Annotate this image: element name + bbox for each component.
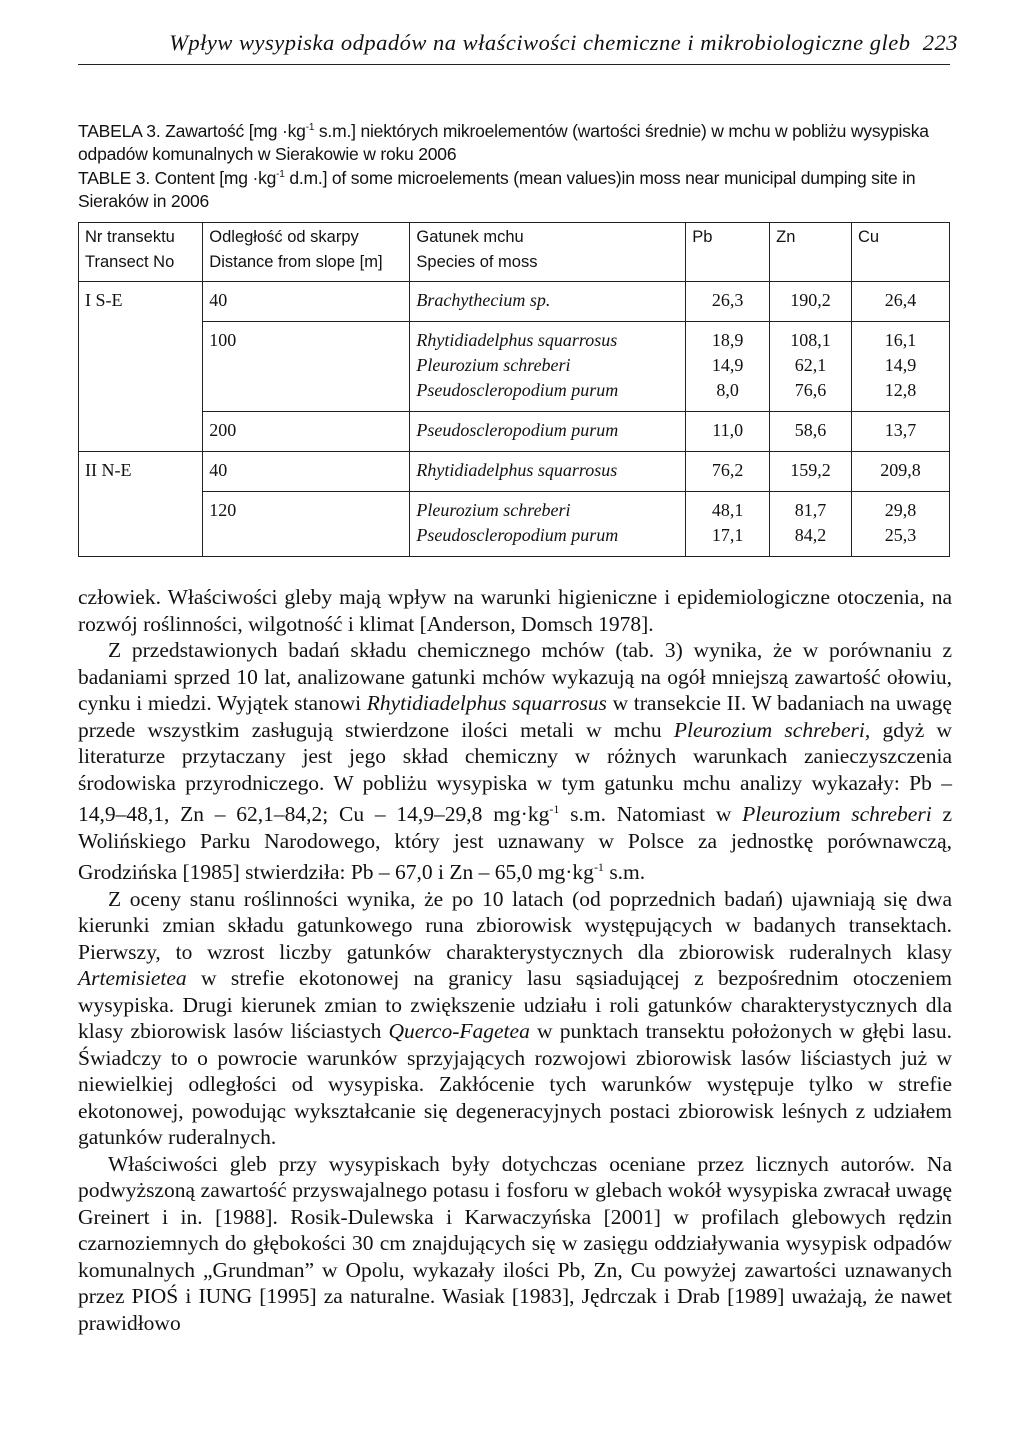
body-text: [78, 584, 952, 1336]
cell-species: Brachythecium sp.: [410, 282, 686, 322]
cell-distance: 40: [203, 282, 410, 322]
caption-pl-text-a: TABELA 3. Zawartość [mg ·kg: [78, 120, 306, 141]
cell-pb: 48,1 17,1: [686, 492, 770, 557]
header-distance: Odległość od skarpy Distance from slope [m]: [203, 223, 410, 282]
caption-pl-text-b: s.m.] niektórych mikroelementów (wartości średnie) w mchu w pobliżu wysypiska odpadów komunalnych w Sierakowie w roku 2006: [78, 120, 929, 165]
cell-cu: 209,8: [851, 452, 949, 492]
data-table: [78, 222, 950, 557]
cell-zn: 58,6: [770, 412, 852, 452]
cell-distance: 100: [203, 322, 410, 412]
cell-species: Pleurozium schreberi Pseudoscleropodium purum: [410, 492, 686, 557]
header-rule: [78, 64, 950, 65]
cell-pb: 26,3: [686, 282, 770, 322]
cell-transect: [79, 492, 203, 557]
cell-distance: 200: [203, 412, 410, 452]
cell-transect: [79, 322, 203, 412]
cell-species: Pseudoscleropodium purum: [410, 412, 686, 452]
table-caption-pl: [78, 116, 958, 167]
header-cu: Cu: [851, 223, 949, 282]
table-body: [79, 282, 950, 557]
cell-cu: 26,4: [851, 282, 949, 322]
table-row: [79, 282, 950, 322]
cell-pb: 76,2: [686, 452, 770, 492]
table-header-row: [79, 223, 950, 282]
cell-distance: 40: [203, 452, 410, 492]
cell-transect: II N-E: [79, 452, 203, 492]
paragraph-3: Z oceny stanu roślinności wynika, że po 10 latach (od poprzednich badań) ujawniają się dwa kierunki zmian składu gatunkowego runa zbiorowisk występujących w badanych transektach. Pierwszy, to wzrost liczby gatunków charakterystycznych dla zbiorowisk ruderalnych klasy Artemisietea w strefie ekotonowej na granicy lasu sąsiadującej z bezpośrednim otoczeniem wysypiska. Drugi kierunek zmian to zwiększenie udziału i roli gatunków charakterystycznych dla klasy zbiorowisk lasów liściastych Querco-Fagetea w punktach transektu położonych w głębi lasu. Świadczy to o powrocie warunków sprzyjających rozwojowi zbiorowisk lasów liściastych już w niewielkiej odległości od wysypiska. Zakłócenie tych warunków występuje tylko w strefie ekotonowej, powodując wykształcanie się degeneracyjnych postaci zbiorowisk leśnych z udziałem gatunków ruderalnych.: [78, 886, 952, 1150]
cell-distance: 120: [203, 492, 410, 557]
table-row: [79, 412, 950, 452]
caption-en-text-a: TABLE 3. Content [mg ·kg: [78, 167, 277, 188]
cell-transect: [79, 412, 203, 452]
running-title: Wpływ wysypiska odpadów na właściwości chemiczne i mikrobiologiczne gleb: [169, 30, 911, 55]
cell-species: Rhytidiadelphus squarrosus Pleurozium schreberi Pseudoscleropodium purum: [410, 322, 686, 412]
cell-cu: 16,1 14,9 12,8: [851, 322, 949, 412]
header-species: Gatunek mchu Species of moss: [410, 223, 686, 282]
header-transect: Nr transektu Transect No: [79, 223, 203, 282]
table-row: [79, 452, 950, 492]
table-caption-en: [78, 163, 958, 214]
table-row: [79, 492, 950, 557]
cell-zn: 108,1 62,1 76,6: [770, 322, 852, 412]
cell-transect: I S-E: [79, 282, 203, 322]
paragraph-4: Właściwości gleb przy wysypiskach były dotychczas oceniane przez licznych autorów. Na podwyższoną zawartość przyswajalnego potasu i fosforu w glebach wokół wysypiska zwracał uwagę Greinert i in. [1988]. Rosik-Dulewska i Karwaczyńska [2001] w profilach glebowych rędzin czarnoziemnych do głębokości 30 cm znajdujących się w zasięgu oddziaływania wysypisk odpadów komunalnych „Grundman” w Opolu, wykazały ilości Pb, Zn, Cu powyżej zawartości uznawanych przez PIOŚ i IUNG [1995] za naturalne. Wasiak [1983], Jędrczak i Drab [1989] uważają, że nawet prawidłowo: [78, 1151, 952, 1335]
caption-pl-sup: -1: [305, 122, 315, 133]
cell-zn: 190,2: [770, 282, 852, 322]
caption-en-sup: -1: [276, 169, 285, 180]
cell-cu: 29,8 25,3: [851, 492, 949, 557]
header-pb: Pb: [686, 223, 770, 282]
paragraph-1: człowiek. Właściwości gleby mają wpływ na warunki higieniczne i epidemiologiczne otoczenia, na rozwój roślinności, wilgotność i klimat [Anderson, Domsch 1978].: [78, 585, 952, 636]
page-number: 223: [922, 30, 958, 55]
cell-cu: 13,7: [851, 412, 949, 452]
header-zn: Zn: [770, 223, 852, 282]
cell-pb: 18,9 14,9 8,0: [686, 322, 770, 412]
running-head: [78, 30, 958, 56]
cell-zn: 159,2: [770, 452, 852, 492]
table-row: [79, 322, 950, 412]
caption-en-text-b: d.m.] of some microelements (mean values)in moss near municipal dumping site in Sieraków in 2006: [78, 167, 916, 212]
cell-species: Rhytidiadelphus squarrosus: [410, 452, 686, 492]
paragraph-2: Z przedstawionych badań składu chemicznego mchów (tab. 3) wynika, że w porównaniu z badaniami sprzed 10 lat, analizowane gatunki mchów wykazują na ogół mniejszą zawartość ołowiu, cynku i miedzi. Wyjątek stanowi Rhytidiadelphus squarrosus w transekcie II. W badaniach na uwagę przede wszystkim zasługują stwierdzone ilości metali w mchu Pleurozium schreberi, gdyż w literaturze przytaczany jest jego skład chemiczny w różnych warunkach zanieczyszczenia środowiska przyrodniczego. W pobliżu wysypiska w tym gatunku mchu analizy wykazały: Pb – 14,9–48,1, Zn – 62,1–84,2; Cu – 14,9–29,8 $mg\cdot kg^{-1}$ s.m. Natomiast w Pleurozium schreberi z Wolińskiego Parku Narodowego, który jest uznawany w Polsce za jednostkę porównawczą, Grodzińska [1985] stwierdziła: Pb – 67,0 i Zn – 65,0 $mg\cdot kg^{-1}$ s.m.: [78, 638, 952, 885]
cell-zn: 81,7 84,2: [770, 492, 852, 557]
cell-pb: 11,0: [686, 412, 770, 452]
